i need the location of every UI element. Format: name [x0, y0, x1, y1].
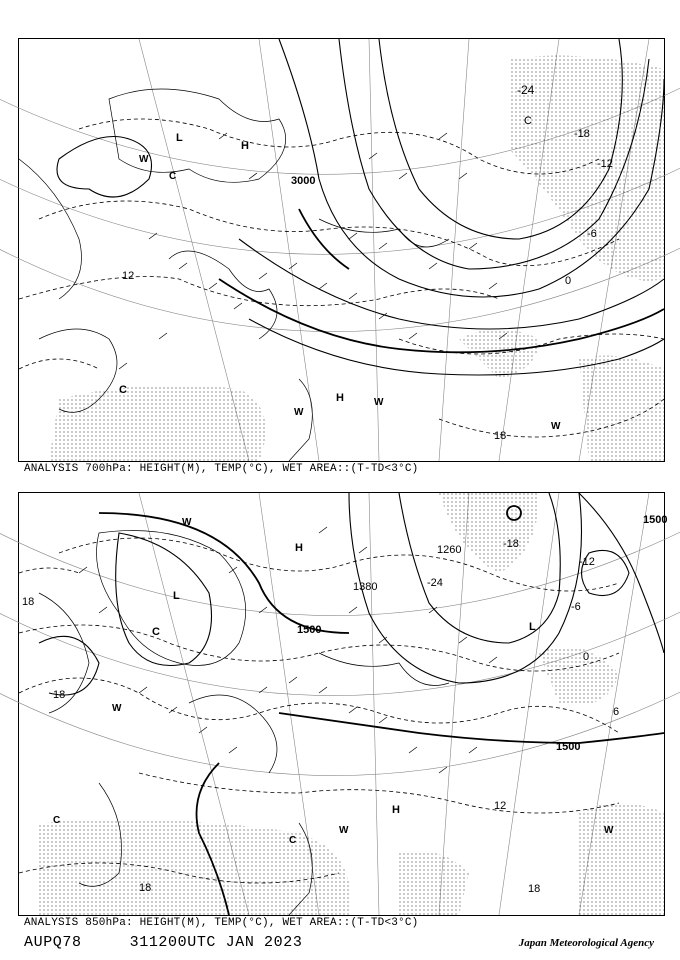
cold-center: C [53, 815, 61, 826]
warm-center: W [604, 825, 614, 836]
warm-center: W [139, 154, 149, 165]
temp-label: 0 [583, 651, 590, 663]
high-center: H [336, 392, 344, 404]
height-label-1380: 1380 [353, 581, 378, 593]
height-label-1500: 1500 [297, 624, 322, 636]
warm-center: W [339, 825, 349, 836]
low-center: L [176, 132, 183, 144]
cold-center: C [119, 384, 127, 396]
high-center: H [241, 140, 249, 152]
cold-center: C [289, 835, 297, 846]
height-label-1500: 1500 [643, 514, 668, 526]
chart-700hpa [18, 38, 665, 462]
temp-label: -24 [427, 577, 443, 589]
high-center: H [295, 542, 303, 554]
temp-label: -18 [574, 128, 590, 140]
temp-label: -12 [579, 556, 595, 568]
product-header [24, 934, 302, 951]
wet-areas [39, 493, 664, 915]
cold-center: C [169, 171, 177, 182]
temp-label: -6 [587, 228, 597, 240]
station-plots [119, 133, 507, 369]
temp-label: 12 [494, 800, 507, 812]
high-center: H [392, 804, 400, 816]
cold-center: C [152, 626, 160, 638]
temp-label: 6 [613, 706, 620, 718]
temp-label: 0 [565, 275, 572, 287]
chart-850hpa [18, 492, 668, 916]
temp-label: C [524, 115, 532, 127]
chart-850hpa-map [19, 493, 668, 915]
temp-label: -6 [571, 601, 581, 613]
height-label-1500: 1500 [556, 741, 581, 753]
low-center: L [529, 621, 536, 633]
temp-label: 18 [528, 883, 541, 895]
warm-center: W [551, 421, 561, 432]
temp-label: -18 [503, 538, 519, 550]
temp-label: -24 [517, 83, 535, 97]
height-label-3000: 3000 [291, 175, 316, 187]
temp-label: 18 [139, 882, 152, 894]
temp-label: 12 [122, 270, 135, 282]
warm-center: W [374, 397, 384, 408]
low-center: L [173, 590, 180, 602]
temp-label: 18 [22, 596, 35, 608]
warm-center: W [182, 517, 192, 528]
product-code: AUPQ78 [24, 934, 82, 951]
chart-700hpa-map [19, 39, 664, 461]
warm-center: W [294, 407, 304, 418]
agency-name: Japan Meteorological Agency [518, 937, 654, 949]
temp-label: 18 [494, 430, 507, 442]
caption-850hpa: ANALYSIS 850hPa: HEIGHT(M), TEMP(°C), WET AREA::(T-TD<3°C) [24, 917, 419, 929]
temp-label: 18 [53, 689, 66, 701]
caption-700hpa: ANALYSIS 700hPa: HEIGHT(M), TEMP(°C), WET AREA::(T-TD<3°C) [24, 463, 419, 475]
height-label-1260: 1260 [437, 544, 462, 556]
warm-center: W [112, 703, 122, 714]
valid-time: 311200UTC JAN 2023 [129, 934, 303, 951]
temp-label: -12 [597, 158, 613, 170]
